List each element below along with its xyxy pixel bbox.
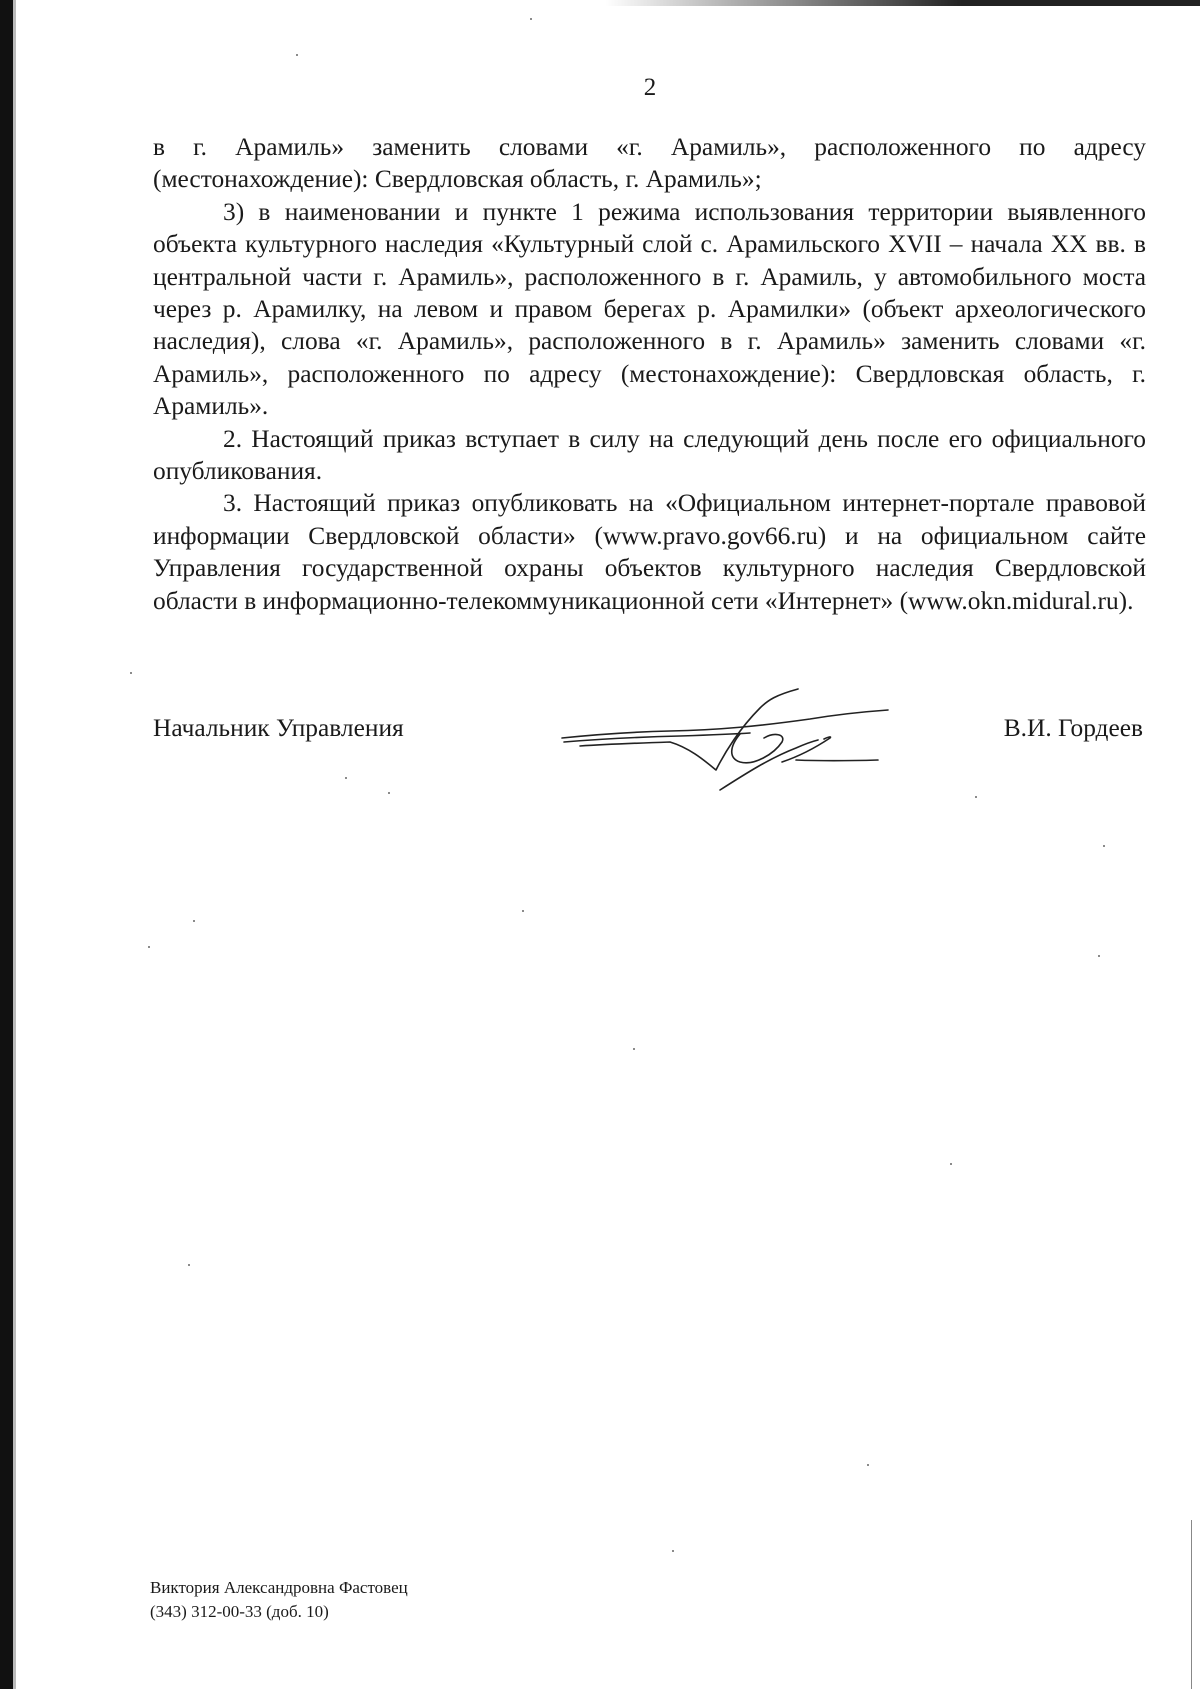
scan-edge-left-shadow <box>13 0 16 1689</box>
scan-speck <box>345 777 347 779</box>
scan-speck <box>975 796 977 798</box>
page-number: 2 <box>643 74 657 101</box>
scan-speck <box>193 920 195 922</box>
signer-position: Начальник Управления <box>153 714 404 742</box>
document-body <box>153 131 1146 617</box>
scan-speck <box>388 792 390 794</box>
scan-speck <box>867 1464 869 1466</box>
scan-speck <box>633 1048 635 1050</box>
scan-speck <box>522 910 524 912</box>
scan-speck <box>672 1550 674 1552</box>
scan-speck <box>530 18 532 20</box>
contact-block <box>150 1576 408 1624</box>
scan-speck <box>148 946 150 948</box>
paragraph-continuation: в г. Арамиль» заменить словами «г. Арамиль», расположенного по адресу (местонахождение): Свердловская область, г. Арамиль»; <box>153 133 1146 194</box>
scan-edge-right <box>1191 1520 1192 1689</box>
scan-speck <box>1098 955 1100 957</box>
paragraph-point-3: 3. Настоящий приказ опубликовать на «Официальном интернет-портале правовой информации Свердловской области» (www.pravo.gov66.ru) и на официальном сайте Управления государственной охраны объектов культурного наследия Свердловской области в информационно-телекоммуникационной сети «Интернет» (www.okn.midural.ru). <box>153 489 1146 615</box>
paragraph-item-3: 3) в наименовании и пункте 1 режима использования территории выявленного объекта культурного наследия «Культурный слой с. Арамильского XVII – начала XX вв. в центральной части г. Арамиль», расположенного в г. Арамиль, у автомобильного моста через р. Арамилку, на левом и правом берегах р. Арамилки» (объект археологического наследия), слова «г. Арамиль», расположенного в г. Арамиль» заменить словами «г. Арамиль», расположенного по адресу (местонахождение): Свердловская область, г. Арамиль». <box>153 197 1146 421</box>
scan-speck <box>188 1264 190 1266</box>
signer-name: В.И. Гордеев <box>1003 714 1143 742</box>
scan-speck <box>1103 845 1105 847</box>
handwritten-signature <box>560 686 900 796</box>
scan-speck <box>950 1163 952 1165</box>
contact-name: Виктория Александровна Фастовец <box>150 1578 408 1597</box>
scan-edge-left <box>0 0 13 1689</box>
paragraph-point-2: 2. Настоящий приказ вступает в силу на следующий день после его официального опубликования. <box>153 424 1146 486</box>
contact-phone: (343) 312-00-33 (доб. 10) <box>150 1602 329 1621</box>
scan-speck <box>296 54 298 56</box>
scan-edge-top <box>605 0 1200 6</box>
scan-speck <box>130 672 132 674</box>
